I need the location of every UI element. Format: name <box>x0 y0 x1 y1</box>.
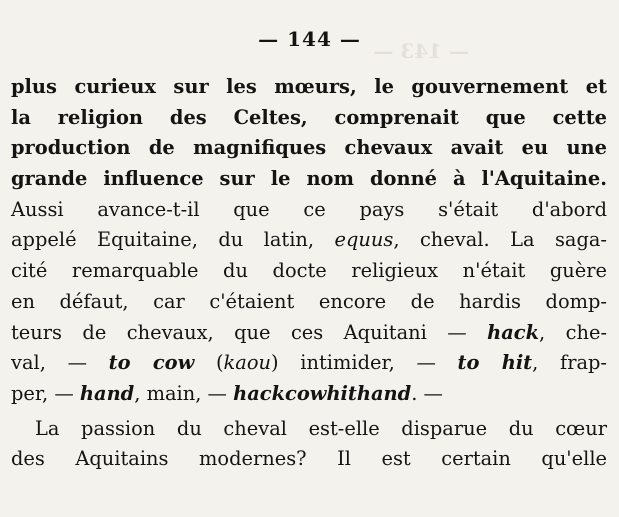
text-segment: , frap- <box>532 351 607 375</box>
english-term: hackcowhithand <box>233 381 412 405</box>
text-segment: appelé Equitaine, du latin, <box>11 228 335 252</box>
latin-term: equus <box>334 228 394 252</box>
text-segment: , che- <box>539 320 607 344</box>
bleed-through-text: — 143 — <box>373 39 469 63</box>
page-number: — 144 — <box>258 27 361 51</box>
text-line: la religion des Celtes, comprenait que cette <box>11 105 607 129</box>
text-segment: val, — <box>11 351 109 375</box>
text-segment: . — <box>411 381 443 405</box>
english-term: hack <box>487 320 540 344</box>
text-line: Aussi avance-t-il que ce pays s'était d'abord <box>11 197 607 221</box>
pronunciation: kaou <box>223 351 272 375</box>
text-line: production de magnifiques chevaux avait eu une <box>11 136 607 160</box>
text-line: en défaut, car c'étaient encore de hardis domp- <box>11 289 607 313</box>
text-line <box>11 318 607 349</box>
text-segment: ( <box>194 351 224 375</box>
body-text <box>11 72 607 475</box>
english-term: to cow <box>108 351 195 375</box>
text-line <box>11 348 607 379</box>
text-line: plus curieux sur les mœurs, le gouvernement et <box>11 75 607 98</box>
text-segment: ) intimider, — <box>271 351 458 375</box>
text-line: La passion du cheval est-elle disparue du cœur <box>35 416 607 440</box>
text-line: des Aquitains modernes? Il est certain qu'elle <box>11 447 607 471</box>
english-term: hand <box>79 381 135 405</box>
text-segment: teurs de chevaux, que ces Aquitani — <box>11 320 488 344</box>
text-segment: , cheval. La saga- <box>393 228 607 252</box>
text-segment: per, — <box>11 381 80 405</box>
text-line <box>11 379 607 410</box>
text-line: grande influence sur le nom donné à l'Aquitaine. <box>11 167 607 191</box>
text-segment: , main, — <box>134 381 234 405</box>
text-line: cité remarquable du docte religieux n'était guère <box>11 259 607 283</box>
text-line <box>11 225 607 256</box>
english-term: to hit <box>457 351 533 375</box>
